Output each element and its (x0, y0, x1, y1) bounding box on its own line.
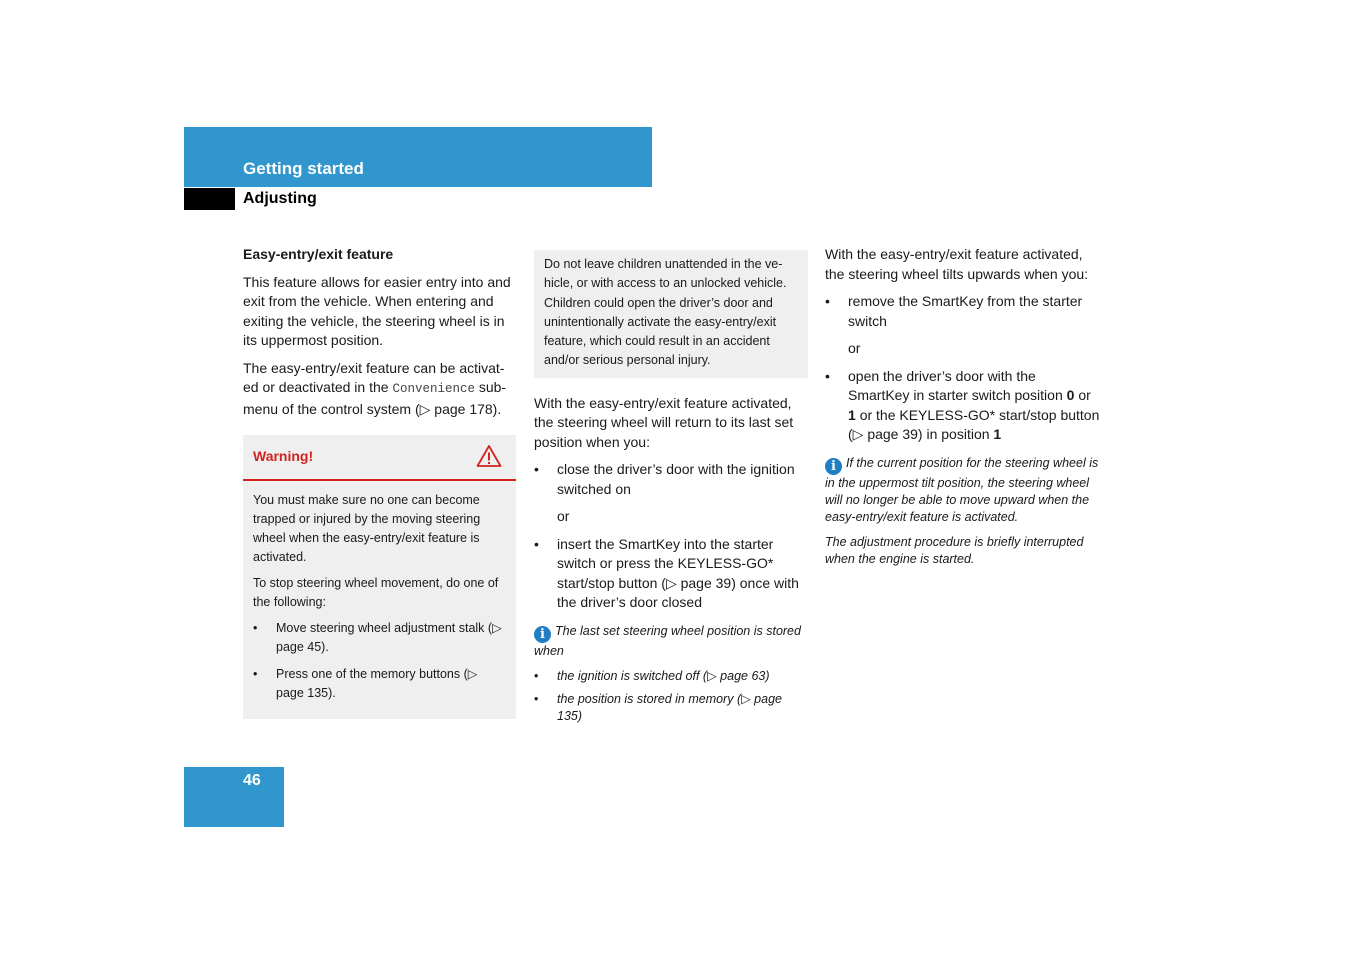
section-title: Getting started (243, 159, 364, 178)
activation-text-start: The easy-entry/exit feature can be activat-ed or deactivated in the (243, 359, 505, 395)
tilt-conditions-list-2 (825, 367, 1101, 445)
switch-position-1: 1 (848, 406, 856, 423)
tilt-intro: With the easy-entry/exit feature activated, the steering wheel tilts upwards when you: (825, 246, 1089, 282)
subsection-title: Adjusting (243, 190, 317, 207)
tilt-item-text-b: or the KEYLESS-GO* start/stop button (▷ page 39) in position (848, 406, 1100, 442)
list-item: • Press one of the memory buttons (▷ page 135). (253, 665, 506, 703)
list-item: • remove the SmartKey from the starter switch (825, 292, 1101, 331)
or-text: or (848, 340, 861, 356)
button-position-1: 1 (993, 426, 1002, 442)
tilt-item-or: or (1078, 387, 1091, 403)
info-icon: i (825, 458, 842, 475)
section-tab-marker (184, 188, 235, 210)
list-item: • close the driver’s door with the ignition switched on (534, 460, 808, 499)
warning-title: Warning! (253, 448, 314, 464)
warning-instruction: To stop steering wheel movement, do one of the following: (253, 576, 499, 609)
caution-box: Do not leave children unattended in the ve-hicle, or with access to an unlocked vehicle. Children could open the driver’s door and unintentionally activate the easy-entry/exit feature, which could result in an accident and/or serious personal injury. (534, 250, 808, 378)
stored-note (534, 623, 808, 660)
feature-description: This feature allows for easier entry into and exit from the vehicle. When entering and exiting the vehicle, the steering wheel is in its uppermost position. (243, 273, 511, 348)
warning-list (253, 619, 506, 703)
switch-position-0: 0 (1066, 387, 1075, 403)
return-conditions-list (534, 460, 808, 499)
list-item: • the ignition is switched off (▷ page 63) (534, 668, 808, 685)
stored-note-list (534, 668, 808, 725)
list-item: • insert the SmartKey into the starter switch or press the KEYLESS-GO* start/stop button (▷ page 39) once with the driver’s door closed (534, 535, 808, 613)
feature-activation-text (243, 359, 517, 420)
feature-heading: Easy-entry/exit feature (243, 246, 394, 262)
info-icon: i (534, 626, 551, 643)
list-item: • Move steering wheel adjustment stalk (▷ page 45). (253, 619, 506, 657)
interrupt-note: The adjustment procedure is briefly interrupted when the engine is started. (825, 534, 1084, 566)
return-intro: With the easy-entry/exit feature activated, the steering wheel will return to its last set position when you: (534, 394, 794, 450)
tilt-note (825, 455, 1101, 526)
tilt-conditions-list (825, 292, 1101, 331)
tilt-item-text-a: open the driver’s door with the SmartKey in starter switch position (848, 367, 1063, 403)
return-conditions-list-2 (534, 535, 808, 613)
list-item: • the position is stored in memory (▷ page 135) (534, 691, 808, 724)
warning-box (243, 435, 516, 719)
column-right (825, 245, 1101, 576)
page-number: 46 (243, 772, 261, 789)
warning-triangle-icon (476, 444, 502, 468)
convenience-menu-name: Convenience (392, 382, 475, 396)
activation-text-end: sub-menu of the control system (▷ page 178). (243, 379, 507, 417)
warning-text: You must make sure no one can become trapped or injured by the moving steering wheel when the easy-entry/exit feature is activated. (253, 493, 481, 564)
stored-note-text: The last set steering wheel position is stored when (534, 623, 801, 658)
list-item (825, 367, 1101, 445)
column-middle (534, 250, 808, 731)
tilt-note-text: If the current position for the steering wheel is in the uppermost tilt position, the steering wheel will no longer be able to move upward when the easy-entry/exit feature is activated. (825, 455, 1099, 524)
column-left (243, 245, 517, 719)
page-number-box (184, 767, 284, 827)
warning-body (243, 481, 516, 719)
or-text: or (557, 508, 570, 525)
warning-header (243, 435, 516, 481)
